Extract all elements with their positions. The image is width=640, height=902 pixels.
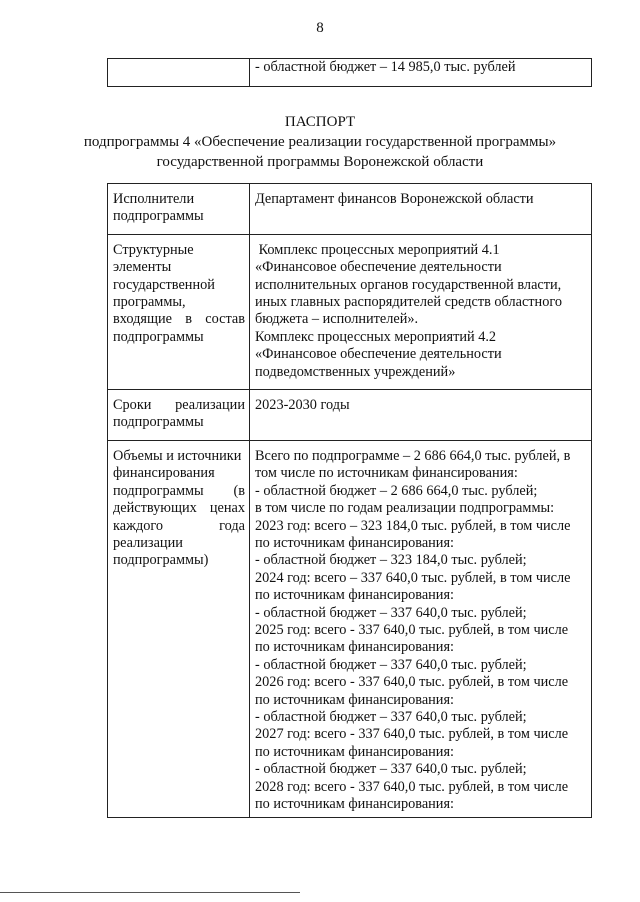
value-line: 2025 год: всего - 337 640,0 тыс. рублей, в том числе	[255, 621, 569, 638]
value-line: по источникам финансирования:	[255, 534, 455, 551]
label-line: подпрограммы)	[113, 552, 209, 569]
value-line: - областной бюджет – 2 686 664,0 тыс. рублей;	[255, 482, 538, 499]
value-line: в том числе по годам реализации подпрограммы:	[255, 500, 555, 517]
value-line: по источникам финансирования:	[255, 587, 455, 604]
value-line: Всего по подпрограмме – 2 686 664,0 тыс. рублей, в	[255, 447, 571, 464]
value-line: «Финансовое обеспечение деятельности	[255, 259, 502, 276]
label-line: элементы	[113, 259, 172, 276]
value-line: по источникам финансирования:	[255, 639, 455, 656]
label-line: каждого года	[113, 517, 245, 534]
value-line: - областной бюджет – 337 640,0 тыс. рублей;	[255, 708, 527, 725]
table-row-executors	[108, 184, 592, 235]
continuation-left-cell	[108, 59, 250, 87]
funding-label	[108, 440, 250, 818]
value-line: по источникам финансирования:	[255, 796, 455, 812]
title-line-1: подпрограммы 4 «Обеспечение реализации государственной программы»	[83, 134, 557, 150]
value-line: том числе по источникам финансирования:	[255, 465, 518, 482]
value-line: по источникам финансирования:	[255, 691, 455, 708]
value-line: - областной бюджет – 337 640,0 тыс. рублей;	[255, 656, 527, 673]
page-bottom-rule	[0, 892, 300, 893]
table-row-terms	[108, 390, 592, 441]
value-line: 2027 год: всего - 337 640,0 тыс. рублей, в том числе	[255, 726, 569, 743]
value-line: Комплекс процессных мероприятий 4.2	[255, 328, 497, 345]
label-line: Структурные	[113, 241, 194, 258]
table-row-elements	[108, 234, 592, 389]
continuation-right-cell: - областной бюджет – 14 985,0 тыс. рублей	[250, 59, 592, 87]
label-line: подпрограммы	[113, 414, 204, 431]
value-line: 2028 год: всего - 337 640,0 тыс. рублей, в том числе	[255, 778, 569, 795]
value-line: бюджета – исполнителей».	[255, 311, 419, 328]
elements-label	[108, 234, 250, 389]
value-line: иных главных распорядителей средств областного	[255, 294, 563, 311]
table-row-funding	[108, 440, 592, 818]
terms-label	[108, 390, 250, 441]
value-line: - областной бюджет – 337 640,0 тыс. рублей;	[255, 761, 527, 778]
label-line: программы,	[113, 294, 186, 311]
label-line: подпрограммы	[113, 328, 204, 345]
value-line: Департамент финансов Воронежской области	[255, 191, 534, 207]
value-line: 2026 год: всего - 337 640,0 тыс. рублей, в том числе	[255, 674, 569, 691]
value-line: 2023 год: всего – 323 184,0 тыс. рублей, в том числе	[255, 517, 571, 534]
page-number: 8	[316, 20, 324, 36]
funding-value	[250, 440, 592, 818]
value-line: - областной бюджет – 337 640,0 тыс. рублей;	[255, 604, 527, 621]
executors-value	[250, 184, 592, 235]
value-line: 2024 год: всего – 337 640,0 тыс. рублей, в том числе	[255, 569, 571, 586]
value-line: - областной бюджет – 323 184,0 тыс. рублей;	[255, 552, 527, 569]
passport-title	[0, 112, 640, 172]
value-line: исполнительных органов государственной власти,	[255, 276, 562, 293]
label-line: реализации	[113, 534, 183, 551]
label-line: государственной	[113, 276, 215, 293]
table-row	[108, 59, 592, 87]
value-line: Комплекс процессных мероприятий 4.1	[255, 241, 500, 258]
label-line: финансирования	[113, 465, 215, 482]
title-line-2: государственной программы Воронежской области	[156, 154, 484, 170]
executors-label	[108, 184, 250, 235]
passport-table	[107, 183, 592, 818]
title-heading: ПАСПОРТ	[284, 114, 356, 130]
terms-value	[250, 390, 592, 441]
label-line: Исполнители	[113, 191, 195, 207]
label-line: подпрограммы (в	[113, 482, 245, 499]
label-line: подпрограммы	[113, 208, 204, 225]
label-line: входящие в состав	[113, 311, 245, 328]
label-line: Объемы и источники	[113, 447, 242, 464]
label-line: Сроки реализации	[113, 397, 245, 414]
value-line: подведомственных учреждений»	[255, 363, 456, 380]
value-line: «Финансовое обеспечение деятельности	[255, 346, 502, 363]
label-line: действующих ценах	[113, 500, 245, 517]
value-line: 2023-2030 годы	[255, 397, 350, 414]
value-line: по источникам финансирования:	[255, 743, 455, 760]
continuation-table	[107, 58, 592, 87]
elements-value	[250, 234, 592, 389]
